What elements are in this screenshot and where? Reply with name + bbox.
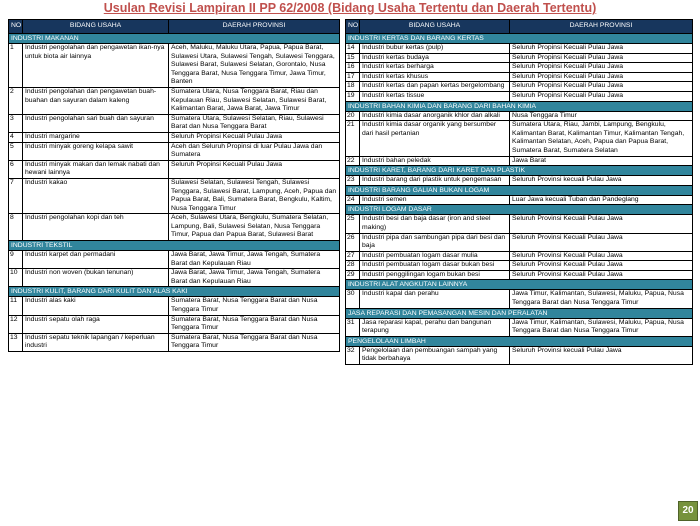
section-row xyxy=(346,280,693,290)
bidang-usaha-cell: Industri kakao xyxy=(23,178,169,213)
row-number: 32 xyxy=(346,346,360,364)
row-number: 21 xyxy=(346,121,360,156)
bidang-usaha-cell: Industri bubur kertas (pulp) xyxy=(360,44,510,54)
row-number: 26 xyxy=(346,233,360,251)
left-table xyxy=(8,19,340,352)
row-number: 18 xyxy=(346,82,360,92)
bidang-usaha-cell: Industri pipa dan sambungan pipa dari besi dan baja xyxy=(360,233,510,251)
daerah-provinsi-cell: Sumatera Utara, Nusa Tenggara Barat, Riau dan Kepulauan Riau, Sulawesi Selatan, Sulawesi Barat, Kalimantan Barat, Jawa Barat, Jawa Timur xyxy=(169,87,340,114)
row-number: 20 xyxy=(346,111,360,121)
table-row xyxy=(346,156,693,166)
row-number: 13 xyxy=(9,333,23,351)
bidang-usaha-cell: Industri barang dari plastik untuk pengemasan xyxy=(360,176,510,186)
daerah-provinsi-cell: Seluruh Propinsi Kecuali Pulau Jawa xyxy=(169,160,340,178)
table-header xyxy=(9,20,340,34)
bidang-usaha-cell: Industri pengolahan dan pengawetan buah-buahan dan sayuran dalam kaleng xyxy=(23,87,169,114)
row-number: 31 xyxy=(346,318,360,336)
table-row xyxy=(9,269,340,287)
page-title: Usulan Revisi Lampiran II PP 62/2008 (Bidang Usaha Tertentu dan Daerah Tertentu) xyxy=(103,1,597,15)
table-row xyxy=(9,44,340,88)
table-row xyxy=(346,346,693,364)
section-title: INDUSTRI BARANG GALIAN BUKAN LOGAM xyxy=(346,185,693,195)
bidang-usaha-cell: Industri minyak goreng kelapa sawit xyxy=(23,142,169,160)
bidang-usaha-cell: Industri kimia dasar organik yang bersumber dari hasil pertanian xyxy=(360,121,510,156)
section-row xyxy=(346,336,693,346)
table-row xyxy=(346,290,693,308)
daerah-provinsi-cell: Seluruh Provinsi Kecuali Pulau Jawa xyxy=(510,261,693,271)
daerah-provinsi-cell: Seluruh Propinsi Kecuali Pulau Jawa xyxy=(510,63,693,73)
bidang-usaha-cell: Industri penggilingan logam bukan besi xyxy=(360,270,510,280)
bidang-usaha-cell: Industri besi dan baja dasar (iron and steel making) xyxy=(360,215,510,233)
daerah-provinsi-cell: Seluruh Provinsi kecuali Pulau Jawa xyxy=(510,346,693,364)
table-row xyxy=(346,91,693,101)
table-row xyxy=(9,87,340,114)
section-title: PENGELOLAAN LIMBAH xyxy=(346,336,693,346)
table-row xyxy=(9,333,340,351)
daerah-provinsi-cell: Sumatera Utara, Riau, Jambi, Lampung, Bengkulu, Kalimantan Barat, Kalimantan Timur, Kalimantan Tengah, Kalimantan Selatan, Aceh, Papua dan Papua Barat, Sumatera Barat, Sumatera Selatan xyxy=(510,121,693,156)
daerah-provinsi-cell: Jawa Timur, Kalimantan, Sulawesi, Maluku, Papua, Nusa Tenggara Barat dan Nusa Tenggara Timur xyxy=(510,290,693,308)
daerah-provinsi-cell: Seluruh Propinsi Kecuali Pulau Jawa xyxy=(169,132,340,142)
header-bidang-usaha: BIDANG USAHA xyxy=(360,20,510,34)
table-row xyxy=(346,195,693,205)
bidang-usaha-cell: Industri sepatu teknik lapangan / keperluan industri xyxy=(23,333,169,351)
header-daerah-provinsi: DAERAH PROVINSI xyxy=(510,20,693,34)
row-number: 1 xyxy=(9,44,23,88)
bidang-usaha-cell: Industri kertas budaya xyxy=(360,53,510,63)
row-number: 12 xyxy=(9,315,23,333)
table-row xyxy=(346,176,693,186)
row-number: 19 xyxy=(346,91,360,101)
bidang-usaha-cell: Jasa reparasi kapal, perahu dan bangunan terapung xyxy=(360,318,510,336)
daerah-provinsi-cell: Sulawesi Selatan, Sulawesi Tengah, Sulawesi Tenggara, Sulawesi Barat, Lampung, Aceh, Papua dan Papua Barat, Bali, Sumatera Barat, Bengkulu, Kaltim, Nusa Tenggara Timur xyxy=(169,178,340,213)
table-row xyxy=(9,160,340,178)
daerah-provinsi-cell: Seluruh Provinsi Kecuali Pulau Jawa xyxy=(510,270,693,280)
section-row xyxy=(346,308,693,318)
bidang-usaha-cell: Industri kertas tissue xyxy=(360,91,510,101)
table-row xyxy=(346,53,693,63)
daerah-provinsi-cell: Seluruh Propinsi Kecuali Pulau Jawa xyxy=(510,82,693,92)
table-row xyxy=(9,132,340,142)
header-daerah-provinsi: DAERAH PROVINSI xyxy=(169,20,340,34)
daerah-provinsi-cell: Jawa Timur, Kalimantan, Sulawesi, Maluku, Papua, Nusa Tenggara Barat dan Nusa Tenggara Timur xyxy=(510,318,693,336)
section-title: INDUSTRI TEKSTIL xyxy=(9,241,340,251)
daerah-provinsi-cell: Sumatera Barat, Nusa Tenggara Barat dan Nusa Tenggara Timur xyxy=(169,297,340,315)
row-number: 23 xyxy=(346,176,360,186)
bidang-usaha-cell: Industri pengolahan kopi dan teh xyxy=(23,214,169,241)
daerah-provinsi-cell: Aceh, Sulawesi Utara, Bengkulu, Sumatera Selatan, Lampung, Bali, Sulawesi Selatan, Nusa Tenggara Timur, Papua dan Papua Barat, Sulawesi Barat xyxy=(169,214,340,241)
row-number: 25 xyxy=(346,215,360,233)
section-title: INDUSTRI LOGAM DASAR xyxy=(346,205,693,215)
row-number: 30 xyxy=(346,290,360,308)
daerah-provinsi-cell: Jawa Barat, Jawa Timur, Jawa Tengah, Sumatera Barat dan Kepulauan Riau xyxy=(169,269,340,287)
section-title: INDUSTRI KULIT, BARANG DARI KULIT DAN ALAS KAKI xyxy=(9,287,340,297)
bidang-usaha-cell: Industri pengolahan dan pengawetan ikan-nya untuk biota air lainnya xyxy=(23,44,169,88)
daerah-provinsi-cell: Seluruh Provinsi Kecuali Pulau Jawa xyxy=(510,233,693,251)
row-number: 24 xyxy=(346,195,360,205)
daerah-provinsi-cell: Jawa Barat xyxy=(510,156,693,166)
row-number: 4 xyxy=(9,132,23,142)
bidang-usaha-cell: Industri kertas berharga xyxy=(360,63,510,73)
table-row xyxy=(9,114,340,132)
table-row xyxy=(9,251,340,269)
bidang-usaha-cell: Industri kapal dan perahu xyxy=(360,290,510,308)
daerah-provinsi-cell: Seluruh Propinsi Kecuali Pulau Jawa xyxy=(510,53,693,63)
daerah-provinsi-cell: Sumatera Barat, Nusa Tenggara Barat dan Nusa Tenggara Timur xyxy=(169,333,340,351)
section-title: JASA REPARASI DAN PEMASANGAN MESIN DAN PERALATAN xyxy=(346,308,693,318)
row-number: 27 xyxy=(346,251,360,261)
table-row xyxy=(9,297,340,315)
table-row xyxy=(346,261,693,271)
daerah-provinsi-cell: Seluruh Provinsi kecuali Pulau Jawa xyxy=(510,176,693,186)
daerah-provinsi-cell: Seluruh Provinsi Kecuali Pulau Jawa xyxy=(510,215,693,233)
daerah-provinsi-cell: Luar Jawa kecuali Tuban dan Pandeglang xyxy=(510,195,693,205)
header-no: NO xyxy=(346,20,360,34)
daerah-provinsi-cell: Sumatera Utara, Sulawesi Selatan, Riau, Sulawesi Barat dan Nusa Tenggara Barat xyxy=(169,114,340,132)
bidang-usaha-cell: Industri pembuatan logam dasar bukan besi xyxy=(360,261,510,271)
section-row xyxy=(346,166,693,176)
row-number: 16 xyxy=(346,63,360,73)
section-row xyxy=(346,205,693,215)
row-number: 14 xyxy=(346,44,360,54)
table-row xyxy=(346,72,693,82)
table-row xyxy=(346,251,693,261)
row-number: 17 xyxy=(346,72,360,82)
bidang-usaha-cell: Industri kertas khusus xyxy=(360,72,510,82)
table-row xyxy=(9,142,340,160)
row-number: 22 xyxy=(346,156,360,166)
daerah-provinsi-cell: Seluruh Provinsi Kecuali Pulau Jawa xyxy=(510,251,693,261)
row-number: 9 xyxy=(9,251,23,269)
row-number: 5 xyxy=(9,142,23,160)
table-row xyxy=(346,318,693,336)
section-row xyxy=(346,185,693,195)
table-row xyxy=(346,111,693,121)
section-row xyxy=(346,34,693,44)
table-row xyxy=(9,315,340,333)
row-number: 2 xyxy=(9,87,23,114)
daerah-provinsi-cell: Jawa Barat, Jawa Timur, Jawa Tengah, Sumatera Barat dan Kepulauan Riau xyxy=(169,251,340,269)
bidang-usaha-cell: Industri sepatu olah raga xyxy=(23,315,169,333)
table-header xyxy=(346,20,693,34)
page-number: 20 xyxy=(678,501,698,521)
bidang-usaha-cell: Industri semen xyxy=(360,195,510,205)
table-row xyxy=(346,215,693,233)
bidang-usaha-cell: Industri kimia dasar anorganik khlor dan alkali xyxy=(360,111,510,121)
section-title: INDUSTRI MAKANAN xyxy=(9,34,340,44)
row-number: 15 xyxy=(346,53,360,63)
table-row xyxy=(346,44,693,54)
row-number: 8 xyxy=(9,214,23,241)
right-table xyxy=(345,19,693,365)
daerah-provinsi-cell: Seluruh Propinsi Kecuali Pulau Jawa xyxy=(510,44,693,54)
daerah-provinsi-cell: Nusa Tenggara Timur xyxy=(510,111,693,121)
table-row xyxy=(9,214,340,241)
bidang-usaha-cell: Industri margarine xyxy=(23,132,169,142)
row-number: 29 xyxy=(346,270,360,280)
section-title: INDUSTRI KERTAS DAN BARANG KERTAS xyxy=(346,34,693,44)
table-row xyxy=(346,82,693,92)
row-number: 3 xyxy=(9,114,23,132)
header-bidang-usaha: BIDANG USAHA xyxy=(23,20,169,34)
table-row xyxy=(9,178,340,213)
row-number: 7 xyxy=(9,178,23,213)
bidang-usaha-cell: Industri karpet dan permadani xyxy=(23,251,169,269)
section-title: INDUSTRI BAHAN KIMIA DAN BARANG DARI BAHAN KIMIA xyxy=(346,101,693,111)
header-no: NO xyxy=(9,20,23,34)
bidang-usaha-cell: Pengelolaan dan pembuangan sampah yang tidak berbahaya xyxy=(360,346,510,364)
section-title: INDUSTRI KARET, BARANG DARI KARET DAN PLASTIK xyxy=(346,166,693,176)
section-row xyxy=(9,34,340,44)
table-row xyxy=(346,233,693,251)
bidang-usaha-cell: Industri bahan peledak xyxy=(360,156,510,166)
row-number: 10 xyxy=(9,269,23,287)
bidang-usaha-cell: Industri pengolahan sari buah dan sayuran xyxy=(23,114,169,132)
row-number: 28 xyxy=(346,261,360,271)
daerah-provinsi-cell: Aceh, Maluku, Maluku Utara, Papua, Papua Barat, Sulawesi Utara, Sulawesi Tengah, Sulawesi Tenggara, Sulawesi Barat, Sulawesi Selatan, Gorontalo, Nusa Tenggara Barat, Nusa Tenggara Timur, Jawa Timur, Banten xyxy=(169,44,340,88)
table-row xyxy=(346,121,693,156)
section-row xyxy=(9,241,340,251)
table-row xyxy=(346,270,693,280)
daerah-provinsi-cell: Seluruh Propinsi Kecuali Pulau Jawa xyxy=(510,72,693,82)
bidang-usaha-cell: Industri kertas dan papan kertas bergelombang xyxy=(360,82,510,92)
bidang-usaha-cell: Industri alas kaki xyxy=(23,297,169,315)
daerah-provinsi-cell: Aceh dan Seluruh Propinsi di luar Pulau Jawa dan Sumatera xyxy=(169,142,340,160)
row-number: 11 xyxy=(9,297,23,315)
section-title: INDUSTRI ALAT ANGKUTAN LAINNYA xyxy=(346,280,693,290)
daerah-provinsi-cell: Sumatera Barat, Nusa Tenggara Barat dan Nusa Tenggara Timur xyxy=(169,315,340,333)
bidang-usaha-cell: Industri pembuatan logam dasar mulia xyxy=(360,251,510,261)
section-row xyxy=(9,287,340,297)
bidang-usaha-cell: Industri minyak makan dan lemak nabati dan hewani lainnya xyxy=(23,160,169,178)
table-row xyxy=(346,63,693,73)
daerah-provinsi-cell: Seluruh Propinsi Kecuali Pulau Jawa xyxy=(510,91,693,101)
section-row xyxy=(346,101,693,111)
bidang-usaha-cell: Industri non woven (bukan tenunan) xyxy=(23,269,169,287)
row-number: 6 xyxy=(9,160,23,178)
